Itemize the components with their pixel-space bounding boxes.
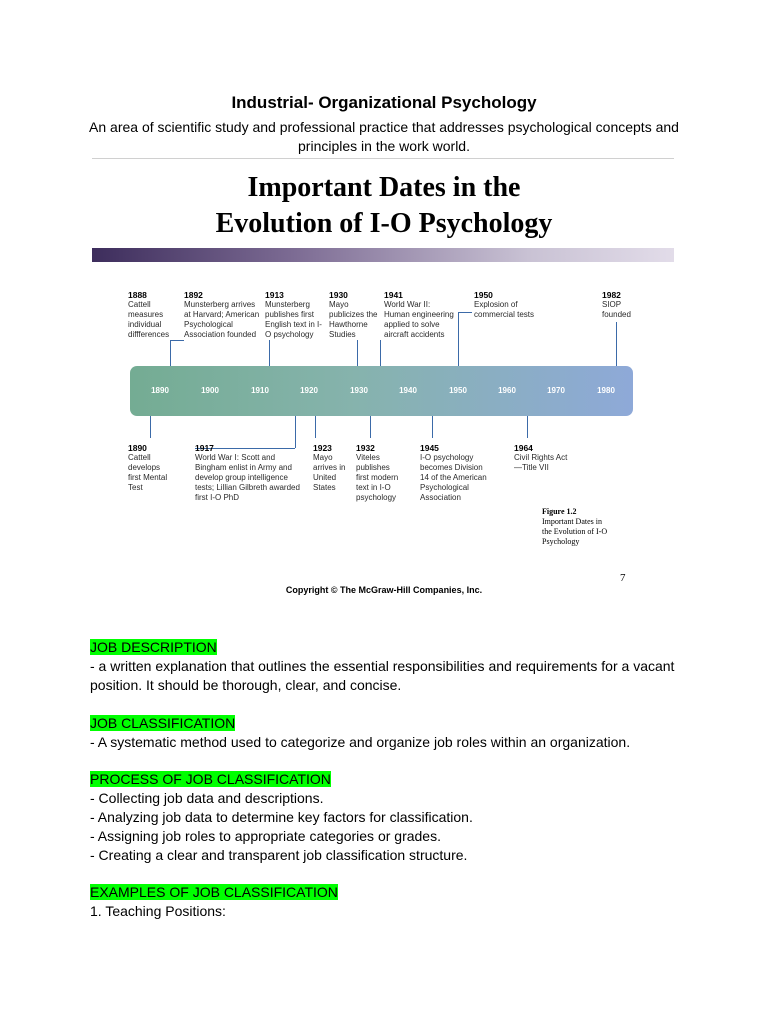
connector-line <box>432 416 433 438</box>
timeline-event <box>128 443 168 493</box>
decade-label: 1950 <box>449 386 467 395</box>
slide-title-line-1: Important Dates in the <box>247 172 521 203</box>
decade-label: 1970 <box>547 386 565 395</box>
timeline-event <box>602 290 642 320</box>
timeline-event <box>474 290 540 320</box>
event-text: Cattell measures individual diffferences <box>128 300 170 339</box>
timeline-event <box>184 290 260 340</box>
divider <box>92 158 674 159</box>
timeline-event <box>514 443 572 473</box>
event-text: I-O psychology becomes Division 14 of the American Psychological Association <box>420 453 487 502</box>
figure-caption <box>542 507 612 547</box>
timeline-event <box>384 290 458 340</box>
section-text: - Analyzing job data to determine key factors for classification. <box>90 809 473 825</box>
decade-label: 1890 <box>151 386 169 395</box>
decade-label: 1940 <box>399 386 417 395</box>
event-text: Munsterberg arrives at Harvard; American Psychological Association founded <box>184 300 260 339</box>
connector-line <box>150 416 151 438</box>
connector-line <box>458 312 459 366</box>
event-year: 1964 <box>514 443 533 453</box>
event-year: 1888 <box>128 290 147 300</box>
event-text: Viteles publishes first modern text in I-O psychology <box>356 453 399 502</box>
timeline-event <box>329 290 381 340</box>
section-examples-of-job-classification <box>90 883 690 921</box>
timeline-event <box>313 443 353 493</box>
connector-line <box>458 312 472 313</box>
event-year: 1890 <box>128 443 147 453</box>
connector-line <box>269 340 270 366</box>
event-text: World War II: Human engineering applied to solve aircraft accidents <box>384 300 454 339</box>
timeline-event <box>128 290 174 340</box>
connector-line <box>357 340 358 366</box>
event-year: 1913 <box>265 290 284 300</box>
event-year: 1950 <box>474 290 493 300</box>
event-year: 1941 <box>384 290 403 300</box>
section-text: - a written explanation that outlines the essential responsibilities and requirements for a vacant position. It should be thorough, clear, and concise. <box>90 658 675 693</box>
figure-label: Figure 1.2 <box>542 507 577 516</box>
event-text: Cattell develops first Mental Test <box>128 453 168 492</box>
section-text: - Assigning job roles to appropriate categories or grades. <box>90 828 441 844</box>
connector-line <box>370 416 371 438</box>
decade-label: 1930 <box>350 386 368 395</box>
slide-accent-bar <box>92 248 674 262</box>
slide-page-number: 7 <box>620 572 626 584</box>
event-text: Munsterberg publishes first English text in I-O psychology <box>265 300 322 339</box>
event-year: 1892 <box>184 290 203 300</box>
section-process-of-job-classification <box>90 770 690 865</box>
slide-title-line-2: Evolution of I-O Psychology <box>215 208 553 239</box>
event-text: Mayo arrives in United States <box>313 453 346 492</box>
event-text: Mayo publicizes the Hawthorne Studies <box>329 300 378 339</box>
section-text: 1. Teaching Positions: <box>90 903 226 919</box>
figure-caption-text: Important Dates in the Evolution of I-O Psychology <box>542 517 608 546</box>
section-text: - Creating a clear and transparent job classification structure. <box>90 847 468 863</box>
copyright-notice: Copyright © The McGraw-Hill Companies, Inc. <box>285 585 483 595</box>
decade-label: 1900 <box>201 386 219 395</box>
connector-line <box>170 340 171 366</box>
section-text: - Collecting job data and descriptions. <box>90 790 324 806</box>
timeline-event <box>265 290 323 340</box>
event-year: 1917 <box>195 443 214 453</box>
connector-line <box>527 416 528 438</box>
section-job-classification <box>90 714 690 752</box>
page-subtitle: An area of scientific study and professional practice that addresses psychological concepts and principles in the work world. <box>89 119 679 154</box>
event-text: World War I: Scott and Bingham enlist in Army and develop group intelligence tests; Lillian Gilbreth awarded first I-O PhD <box>195 453 300 502</box>
decade-label: 1960 <box>498 386 516 395</box>
connector-line <box>380 340 381 366</box>
section-heading: EXAMPLES OF JOB CLASSIFICATION <box>90 884 338 900</box>
page-title: Industrial- Organizational Psychology <box>231 93 537 112</box>
timeline-event <box>356 443 400 503</box>
section-heading: JOB DESCRIPTION <box>90 639 217 655</box>
connector-line <box>616 322 617 366</box>
section-text: - A systematic method used to categorize and organize job roles within an organization. <box>90 734 631 750</box>
event-year: 1945 <box>420 443 439 453</box>
connector-line <box>170 340 184 341</box>
event-text: Explosion of commercial tests <box>474 300 535 319</box>
event-text: Civil Rights Act —Title VII <box>514 453 568 472</box>
event-text: SIOP founded <box>602 300 631 319</box>
connector-line <box>315 416 316 438</box>
decade-label: 1910 <box>251 386 269 395</box>
section-heading: JOB CLASSIFICATION <box>90 715 236 731</box>
event-year: 1932 <box>356 443 375 453</box>
event-year: 1930 <box>329 290 348 300</box>
event-year: 1982 <box>602 290 621 300</box>
section-heading: PROCESS OF JOB CLASSIFICATION <box>90 771 331 787</box>
event-year: 1923 <box>313 443 332 453</box>
timeline-event <box>420 443 492 503</box>
decade-label: 1920 <box>300 386 318 395</box>
timeline-event <box>195 443 301 503</box>
decade-label: 1980 <box>597 386 615 395</box>
slide-title <box>0 170 768 242</box>
section-job-description <box>90 638 690 695</box>
